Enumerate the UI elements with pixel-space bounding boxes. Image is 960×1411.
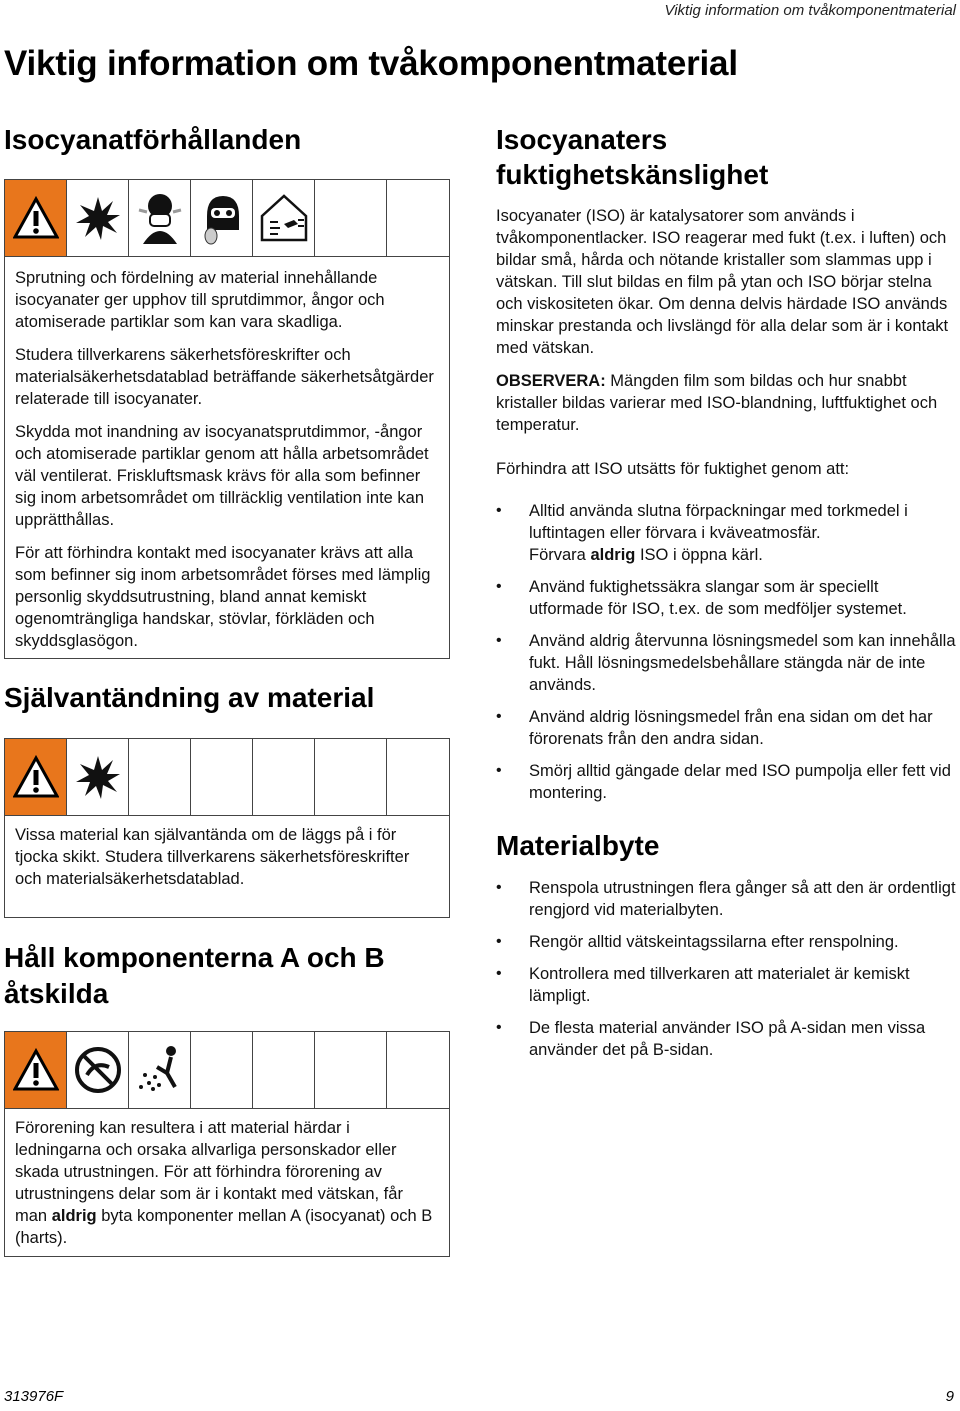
moisture-note xyxy=(496,370,956,436)
list-item: • Använd aldrig återvunna lösningsmedel som kan innehålla fukt. Håll lösningsmedelsbehållare stängda när de inte används. xyxy=(496,630,956,696)
explosion-icon xyxy=(67,180,129,256)
material-change-bullet-list xyxy=(496,877,956,1061)
list-item: • De flesta material använder ISO på A-sidan men vissa använder det på B-sidan. xyxy=(496,1017,956,1061)
emphasis: aldrig xyxy=(51,1207,97,1225)
material-change-section xyxy=(496,877,956,1071)
empty-icon-cell xyxy=(315,180,387,256)
moisture-intro: Isocyanater (ISO) är katalysatorer som används i tvåkomponentlacker. ISO reagerar med fukt (t.ex. i luften) och bildar små, hårda och nötande kristaller som slammas upp i vätskan. Till slut bildas en film på ytan och ISO börjar stelna och viskositeten ökar. Om denna delvis härdade ISO används minskar prestanda och livslängd för alla delar som är i kontakt med vätskan. xyxy=(496,207,949,357)
list-item: • Rengör alltid vätskeintagssilarna efter renspolning. xyxy=(496,931,956,953)
emphasis: aldrig xyxy=(590,546,636,564)
iso-conditions-box xyxy=(4,179,450,659)
paragraph: Vissa material kan självantända om de läggs på i för tjocka skikt. Studera tillverkarens säkerhetsföreskrifter och materialsäkerhetsdatablad. xyxy=(15,826,410,888)
empty-icon-cell xyxy=(191,1032,253,1108)
self-ignition-box xyxy=(4,738,450,918)
running-header: Viktig information om tvåkomponentmaterial xyxy=(664,2,956,19)
list-item xyxy=(496,500,956,566)
empty-icon-cell xyxy=(253,739,315,815)
bullet-text: Förvara xyxy=(529,546,591,564)
paragraph: För att förhindra kontakt med isocyanater krävs att alla som befinner sig inom arbetsområdet förses med lämplig personlig skyddsutrustning, bland annat kemiskt ogenomträngliga handskar, stövlar, förkläden och skyddsglasögon. xyxy=(15,544,431,650)
iso-conditions-heading: Isocyanatförhållanden xyxy=(4,124,302,155)
explosion-icon xyxy=(67,739,129,815)
material-change-heading: Materialbyte xyxy=(496,830,660,861)
bullet-text: ISO i öppna kärl. xyxy=(635,546,763,564)
text-run: byta komponenter mellan A (isocyanat) och B (harts). xyxy=(15,1207,433,1247)
respirator-icon xyxy=(129,180,191,256)
moisture-heading: Isocyanaters fuktighetskänslighet xyxy=(496,124,769,190)
note-text: Mängden film som bildas och hur snabbt kristaller bildas varierar med ISO-blandning, luftfuktighet och temperatur. xyxy=(496,372,938,434)
page-title: Viktig information om tvåkomponentmaterial xyxy=(4,44,738,83)
warning-icon xyxy=(5,180,67,256)
protective-gear-icon xyxy=(191,180,253,256)
no-mixing-icon xyxy=(67,1032,129,1108)
separate-text xyxy=(5,1109,449,1261)
paragraph: Skydda mot inandning av isocyanatsprutdimmor, -ångor och atomiserade partiklar genom att hålla arbetsområdet väl ventilerat. Friskluftsmask krävs för alla som befinner sig inom arbetsområdet om tillräcklig ventilation inte kan upprätthållas. xyxy=(15,423,429,529)
list-item: • Renspola utrustningen flera gånger så att den är ordentligt rengjord vid materialbyten. xyxy=(496,877,956,921)
self-ignition-icon-row xyxy=(5,739,449,816)
empty-icon-cell xyxy=(253,1032,315,1108)
document-number: 313976F xyxy=(4,1388,64,1405)
self-ignition-heading: Självantändning av material xyxy=(4,682,375,713)
empty-icon-cell xyxy=(191,739,253,815)
moisture-section xyxy=(496,205,956,814)
bullet-text: Alltid använda slutna förpackningar med torkmedel i luftintagen eller förvara i kväveatmosfär. xyxy=(529,502,908,542)
empty-icon-cell xyxy=(315,739,387,815)
empty-icon-cell xyxy=(315,1032,387,1108)
iso-conditions-icon-row xyxy=(5,180,449,257)
paragraph xyxy=(15,1117,439,1249)
ventilation-icon xyxy=(253,180,315,256)
list-item: • Använd aldrig lösningsmedel från ena sidan om det har förorenats från den andra sidan. xyxy=(496,706,956,750)
iso-conditions-text xyxy=(5,257,449,664)
note-label: OBSERVERA: xyxy=(496,372,606,390)
self-ignition-text xyxy=(5,816,449,902)
list-item: • Kontrollera med tillverkaren att materialet är kemiskt lämpligt. xyxy=(496,963,956,1007)
moisture-prevent-intro: Förhindra att ISO utsätts för fuktighet genom att: xyxy=(496,460,850,478)
warning-icon xyxy=(5,1032,67,1108)
paragraph: Sprutning och fördelning av material innehållande isocyanater ger upphov till sprutdimmor, ångor och atomiserade partiklar som kan vara skadliga. xyxy=(15,269,385,331)
text-run: Förorening kan resultera i att material härdar i ledningarna och orsaka allvarliga personskador eller skada utrustningen. För att förhindra förorening av utrustningens delar som är i kontakt med vätskan, får man xyxy=(15,1119,403,1225)
warning-icon xyxy=(5,739,67,815)
separate-icon-row xyxy=(5,1032,449,1109)
paragraph: Studera tillverkarens säkerhetsföreskrifter och materialsäkerhetsdatablad beträffande säkerhetsåtgärder relaterade till isocyanater. xyxy=(15,346,434,408)
empty-icon-cell xyxy=(129,739,191,815)
list-item: • Smörj alltid gängade delar med ISO pumpolja eller fett vid montering. xyxy=(496,760,956,804)
chemical-splash-icon xyxy=(129,1032,191,1108)
page-number: 9 xyxy=(945,1388,954,1405)
list-item: • Använd fuktighetssäkra slangar som är speciellt utformade för ISO, t.ex. de som medföljer systemet. xyxy=(496,576,956,620)
separate-box xyxy=(4,1031,450,1257)
moisture-bullet-list xyxy=(496,500,956,804)
separate-heading: Håll komponenterna A och B åtskilda xyxy=(4,942,385,1009)
